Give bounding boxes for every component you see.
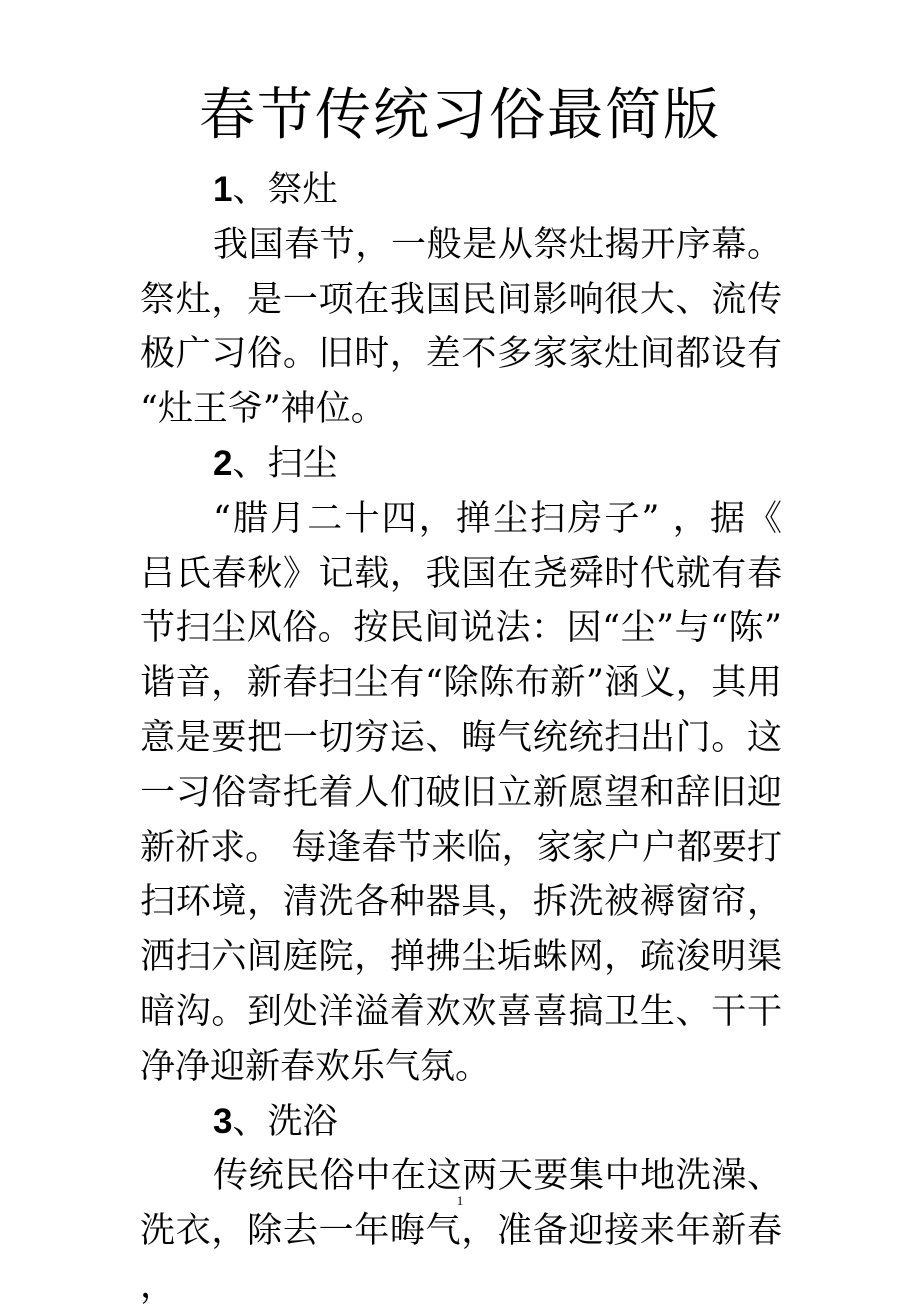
document-title: 春节传统习俗最简版 (199, 83, 721, 148)
section-separator: 、 (232, 170, 268, 210)
section-paragraph-3: 传统民俗中在这两天要集中地洗澡、洗衣，除去一年晦气，准备迎接来年新春， (140, 1156, 782, 1306)
section-paragraph-1: 我国春节，一般是从祭灶揭开序幕。祭灶，是一项在我国民间影响很大、流传极广习俗。旧时，差不多家家灶间都设有“灶王爷”神位。 (140, 224, 782, 430)
section-separator: 、 (232, 443, 268, 484)
section-number: 3 (213, 1101, 233, 1141)
section-number: 1 (213, 170, 233, 209)
section-heading-2 (140, 437, 782, 492)
page-number: 1 (456, 1193, 464, 1208)
document-body (140, 163, 782, 1314)
section-heading-1 (140, 163, 782, 218)
section-heading-text: 扫尘 (267, 443, 338, 484)
section-heading-text: 洗浴 (267, 1101, 338, 1142)
section-heading-3 (140, 1095, 782, 1150)
section-number: 2 (213, 443, 233, 483)
section-paragraph-2: “腊月二十四，掸尘扫房子” ，据《吕氏春秋》记载，我国在尧舜时代就有春节扫尘风俗。按民间说法：因“尘”与“陈”谐音，新春扫尘有“除陈布新”涵义，其用意是要把一切穷运、晦气统统扫出门。这一习俗寄托着人们破旧立新愿望和辞旧迎新祈求。 每逢春节来临，家家户户都要打扫环境，清洗各种器具，拆洗被褥窗帘，洒扫六闾庭院，掸拂尘垢蛛网，疏浚明渠暗沟。到处洋溢着欢欢喜喜搞卫生、干干净净迎新春欢乐气氛。 (140, 498, 782, 1087)
section-heading-text: 祭灶 (267, 170, 338, 210)
section-separator: 、 (232, 1101, 268, 1142)
